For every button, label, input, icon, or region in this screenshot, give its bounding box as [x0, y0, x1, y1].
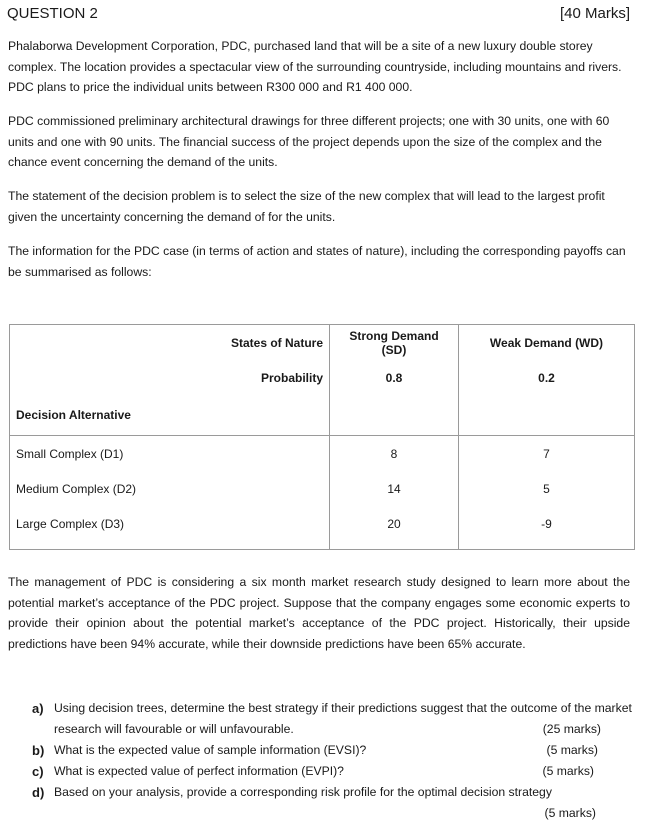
question-item-d [32, 782, 636, 824]
question-marks: (5 marks) [544, 806, 596, 820]
probability-row [10, 361, 635, 395]
alternative-name: Large Complex (D3) [10, 506, 330, 550]
question-label: c) [32, 764, 44, 779]
weak-demand-header: Weak Demand (WD) [459, 325, 635, 362]
projects-paragraph: PDC commissioned preliminary architectural drawings for three different projects; one with 30 units, one with 60 units and one with 90 units. The financial success of the project depends upon the size of the complex and the chance event concerning the demand of the units. [8, 114, 610, 169]
question-text: What is the expected value of sample information (EVSI)? [54, 743, 367, 757]
strong-demand-header: Strong Demand (SD) [330, 325, 459, 362]
question-label: d) [32, 785, 45, 800]
question-text: Based on your analysis, provide a corresponding risk profile for the optimal decision strategy [54, 785, 552, 799]
strong-demand-probability: 0.8 [330, 361, 459, 395]
table-header-row [10, 325, 635, 362]
question-item-c [32, 761, 636, 782]
strong-demand-payoff: 14 [330, 471, 459, 506]
question-marks: (25 marks) [542, 722, 601, 736]
question-marks: (5 marks) [542, 764, 594, 778]
weak-demand-probability: 0.2 [459, 361, 635, 395]
weak-demand-payoff: 5 [459, 471, 635, 506]
question-label: a) [32, 701, 44, 716]
strong-demand-payoff: 8 [330, 436, 459, 472]
question-text: Using decision trees, determine the best strategy if their predictions suggest that the outcome of the market research will favourable or will unfavourable. [54, 701, 632, 736]
alternative-name: Medium Complex (D2) [10, 471, 330, 506]
payoff-table [9, 324, 635, 550]
problem-statement-paragraph: The statement of the decision problem is to select the size of the new complex that will lead to the largest profit given the uncertainty concerning the demand of for the units. [8, 189, 605, 224]
question-item-b [32, 740, 636, 761]
question-title: QUESTION 2 [7, 5, 98, 22]
question-label: b) [32, 743, 45, 758]
states-of-nature-label: States of Nature [10, 325, 330, 362]
total-marks: [40 Marks] [559, 5, 630, 22]
decision-alternative-label: Decision Alternative [10, 395, 330, 436]
table-row [10, 506, 635, 550]
alternative-name: Small Complex (D1) [10, 436, 330, 472]
weak-demand-payoff: -9 [459, 506, 635, 550]
question-item-a [32, 698, 636, 740]
weak-demand-payoff: 7 [459, 436, 635, 472]
market-research-paragraph: The management of PDC is considering a six month market research study designed to learn more about the potential market’s acceptance of the PDC project. Suppose that the company engages some economic experts to provide their opinion about the potential market’s acceptance of the PDC project. Historically, their upside predictions have been 94% accurate, while their downside predictions have been 65% accurate. [8, 575, 630, 651]
question-marks: (5 marks) [546, 743, 598, 757]
strong-demand-payoff: 20 [330, 506, 459, 550]
table-row [10, 471, 635, 506]
decision-alternative-row [10, 395, 635, 436]
question-text: What is expected value of perfect information (EVPI)? [54, 764, 344, 778]
payoff-intro-paragraph: The information for the PDC case (in terms of action and states of nature), including the corresponding payoffs can be summarised as follows: [8, 244, 626, 279]
table-row [10, 436, 635, 472]
probability-label: Probability [10, 361, 330, 395]
question-header [7, 5, 630, 22]
question-list [32, 698, 636, 824]
intro-paragraph: Phalaborwa Development Corporation, PDC, purchased land that will be a site of a new luxury double storey complex. The location provides a spectacular view of the surrounding countryside, including mountains and rivers. PDC plans to price the individual units between R300 000 and R1 400 000. [8, 39, 622, 94]
